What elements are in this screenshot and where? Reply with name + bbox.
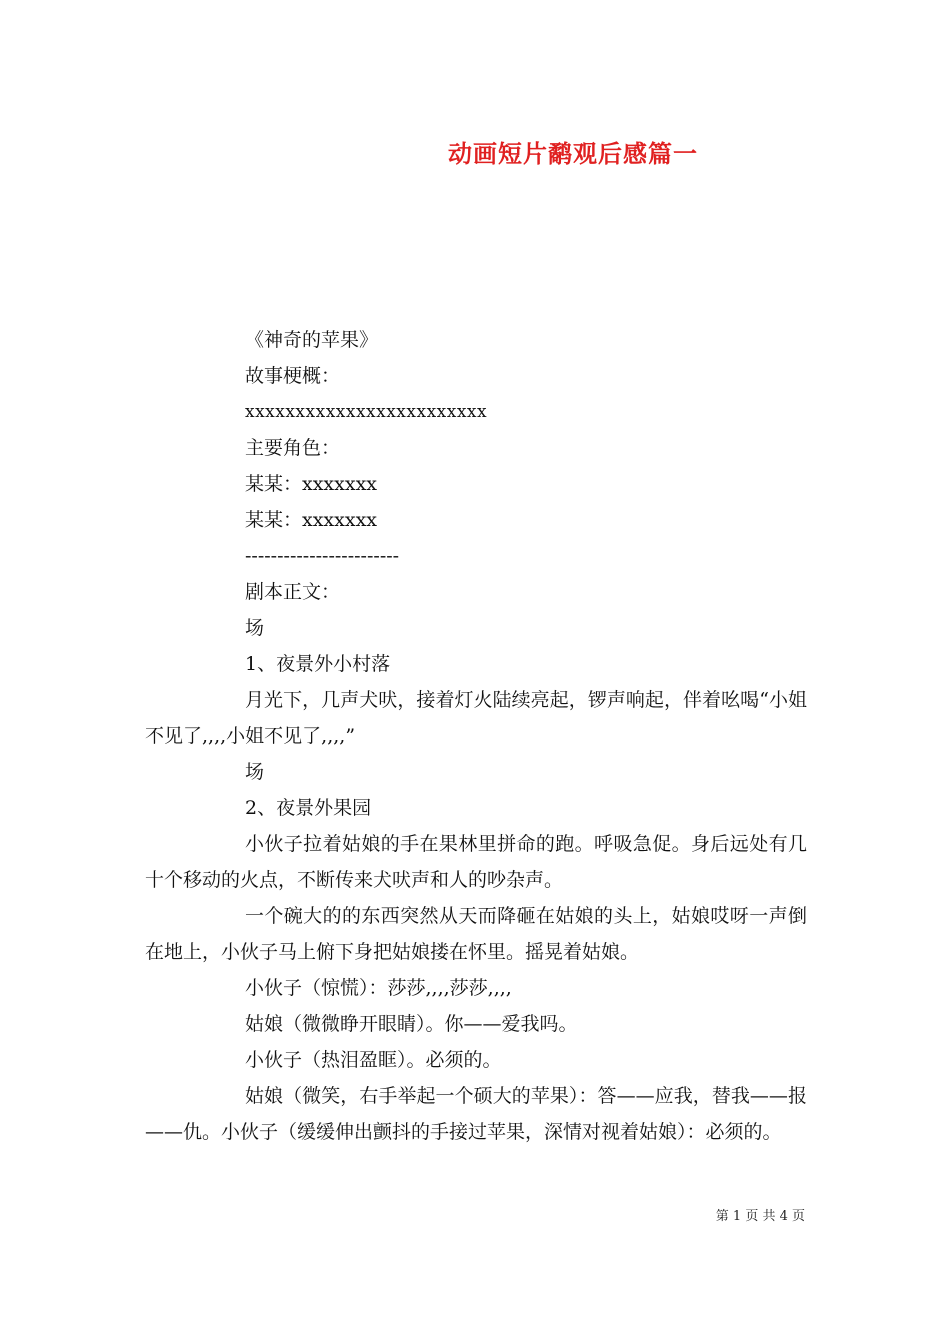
character-line-1: 某某：xxxxxxx <box>245 473 378 495</box>
document-body <box>145 322 807 1150</box>
synopsis-label: 故事梗概： <box>245 365 341 387</box>
scene-1-title: 1、夜景外小村落 <box>245 653 391 675</box>
dialogue-line-3: 小伙子（热泪盈眶）。必须的。 <box>245 1049 502 1071</box>
page-footer: 第 1 页 共 4 页 <box>715 1209 805 1224</box>
script-body-label: 剧本正文： <box>245 581 341 603</box>
scene-2-paragraph-3: 姑娘（微笑，右手举起一个硕大的苹果）：答——应我，替我——报——仇。小伙子（缓缓伸出颤抖的手接过苹果，深情对视着姑娘）：必须的。 <box>145 1085 807 1143</box>
synopsis-text: xxxxxxxxxxxxxxxxxxxxxxxx <box>245 402 488 422</box>
document-title: 动画短片鹬观后感篇一 <box>448 139 698 168</box>
scene-1-heading: 场 <box>245 617 265 639</box>
script-title: 《神奇的苹果》 <box>245 329 379 351</box>
scene-2-title: 2、夜景外果园 <box>245 797 372 819</box>
character-line-2: 某某：xxxxxxx <box>245 509 378 531</box>
scene-2-paragraph-2: 一个碗大的的东西突然从天而降砸在姑娘的头上，姑娘哎呀一声倒在地上，小伙子马上俯下身把姑娘搂在怀里。摇晃着姑娘。 <box>145 905 807 963</box>
separator-line: ------------------------ <box>245 545 400 567</box>
dialogue-line-1: 小伙子（惊慌）：莎莎,,,,莎莎,,,, <box>245 977 512 999</box>
dialogue-line-2: 姑娘（微微睁开眼睛）。你——爱我吗。 <box>245 1013 578 1035</box>
scene-1-paragraph: 月光下，几声犬吠，接着灯火陆续亮起，锣声响起，伴着吆喝“小姐不见了,,,,小姐不见了,,,,” <box>145 689 807 747</box>
scene-2-paragraph-1: 小伙子拉着姑娘的手在果林里拼命的跑。呼吸急促。身后远处有几十个移动的火点，不断传来犬吠声和人的吵杂声。 <box>145 833 807 891</box>
characters-label: 主要角色： <box>245 437 341 459</box>
scene-2-heading: 场 <box>245 761 265 783</box>
